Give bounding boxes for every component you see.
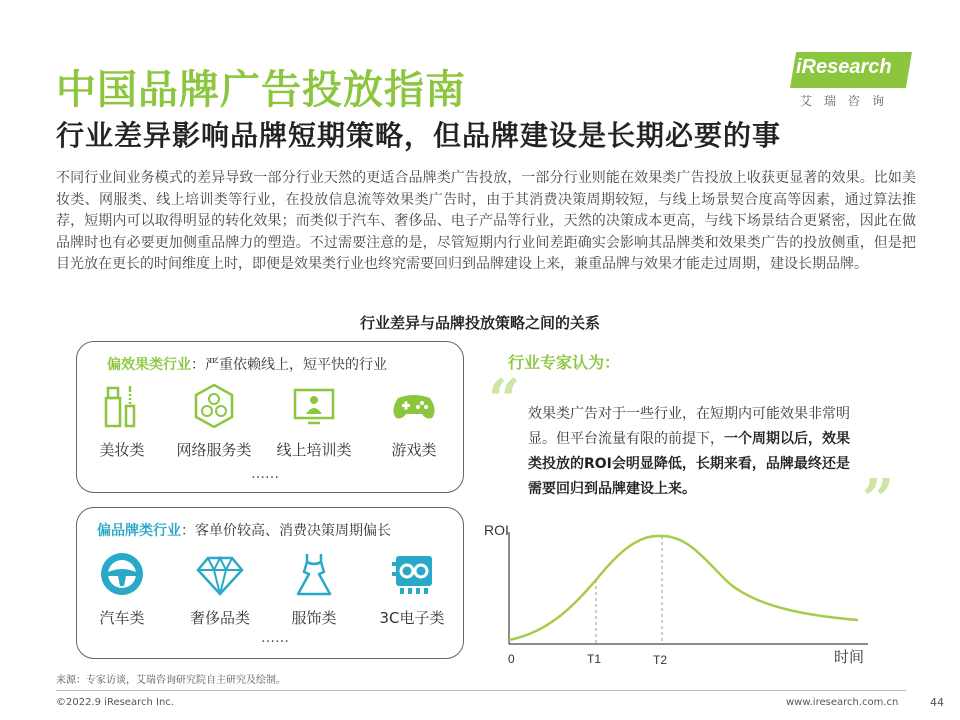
dress-icon	[290, 550, 338, 598]
roi-curve	[509, 536, 858, 640]
brand-box-heading	[97, 520, 391, 540]
x-tick-0: 0	[508, 652, 515, 666]
y-axis-label: ROI	[484, 522, 509, 538]
effect-box-ellipsis: ……	[251, 466, 279, 482]
effect-industry-box	[76, 341, 464, 493]
lipstick-icon	[98, 382, 146, 430]
item-3c-electronics	[367, 550, 457, 628]
brand-box-label: 偏品牌类行业	[97, 523, 181, 539]
item-network-service	[169, 382, 259, 460]
x-tick-t2: T2	[653, 653, 668, 667]
steering-wheel-icon	[98, 550, 146, 598]
website-link[interactable]: www.iresearch.com.cn	[786, 697, 899, 708]
section-title: 行业差异与品牌投放策略之间的关系	[359, 314, 600, 332]
item-label: 3C电子类	[379, 609, 445, 627]
effect-box-heading	[107, 354, 387, 374]
x-tick-t1: T1	[587, 652, 602, 666]
online-teacher-icon	[290, 382, 338, 430]
item-games	[369, 382, 459, 460]
expert-quote	[528, 402, 858, 502]
item-online-training	[269, 382, 359, 460]
item-luxury	[175, 550, 265, 628]
item-label: 服饰类	[291, 609, 337, 627]
x-axis-label: 时间	[834, 649, 865, 666]
item-label: 网络服务类	[176, 441, 252, 459]
item-label: 汽车类	[99, 609, 145, 627]
logo-brand: iResearch	[796, 56, 892, 78]
roi-chart	[480, 512, 880, 672]
source-note: 来源：专家访谈，艾瑞咨询研究院自主研究及绘制。	[56, 675, 286, 686]
item-apparel	[269, 550, 359, 628]
brand-box-desc: ：客单价较高、消费决策周期偏长	[181, 523, 391, 539]
item-automobile	[77, 550, 167, 628]
logo-cn: 艾瑞咨询	[800, 94, 897, 108]
copyright: ©2022.9 iResearch Inc.	[56, 697, 174, 708]
network-hexagon-icon	[190, 382, 238, 430]
item-cosmetics	[77, 382, 167, 460]
item-label: 游戏类	[391, 441, 437, 459]
circuit-card-icon	[388, 550, 436, 598]
open-quote-icon: “	[488, 367, 521, 433]
expert-title: 行业专家认为：	[508, 353, 621, 372]
footer-divider	[56, 690, 906, 691]
item-label: 奢侈品类	[189, 609, 250, 627]
gamepad-icon	[390, 382, 438, 430]
expert-quote-plain: 效果类广告对于一些行业，在短期内可能效果非常明显。但平台流量有限的前提下，	[528, 406, 850, 447]
diamond-icon	[196, 550, 244, 598]
page-number: 44	[930, 696, 944, 709]
page-title: 中国品牌广告投放指南	[56, 67, 466, 113]
item-label: 美妆类	[99, 441, 145, 459]
expert-quote-bold: 一个周期以后，效果类投放的ROI会明显降低，长期来看，品牌最终还是需要回归到品牌建设上来。	[528, 431, 850, 497]
close-quote-icon: ”	[862, 467, 895, 533]
intro-paragraph: 不同行业间业务模式的差异导致一部分行业天然的更适合品牌类广告投放，一部分行业则能在效果类广告投放上收获更显著的效果。比如美妆类、网服类、线上培训类等行业，在投放信息流等效果类广告时，由于其消费决策周期较短，与线上场景契合度高等因素，通过算法推荐，短期内可以取得明显的转化效果；而类似于汽车、奢侈品、电子产品等行业，天然的决策成本更高，与线下场景结合更紧密，因此在做品牌时也有必要更加侧重品牌力的塑造。不过需要注意的是，尽管短期内行业间差距确实会影响其品牌类和效果类广告的投放侧重，但是把目光放在更长的时间维度上时，即便是效果类行业也终究需要回归到品牌建设上来，兼重品牌与效果才能走过周期，建设长期品牌。	[56, 170, 916, 272]
effect-box-desc: ：严重依赖线上，短平快的行业	[191, 357, 387, 373]
brand-box-ellipsis: ……	[261, 630, 289, 646]
iresearch-logo	[790, 52, 912, 108]
page-subtitle: 行业差异影响品牌短期策略，但品牌建设是长期必要的事	[56, 119, 782, 152]
item-label: 线上培训类	[276, 441, 352, 459]
effect-box-label: 偏效果类行业	[107, 357, 191, 373]
brand-industry-box	[76, 507, 464, 659]
